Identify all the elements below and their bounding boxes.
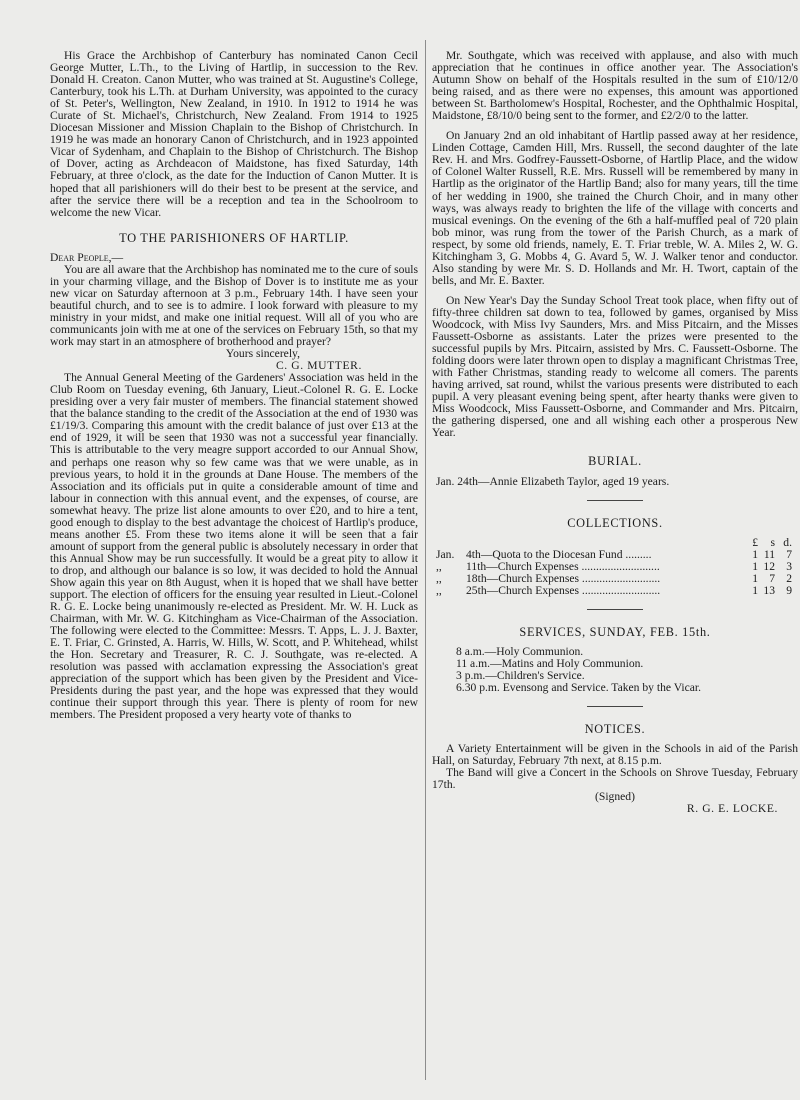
collection-month: ,, <box>436 559 442 573</box>
mrs-russell-paragraph: On January 2nd an old inhabitant of Hartlip passed away at her residence, Linden Cottage, Camden Hill, Mrs. Russell, the second daughter of the late Rev. H. and Mrs. Godfrey-Faussett-Osborne, of Hartlip Place, and the widow of Colonel Walter Russell, R.E. Mrs. Russell will be remembered by many in Hartlip as the originator of the Hartlip Band; also for many years, till the time of her wedding in 1900, she trained the Church Choir, and in many other ways, was always ready to brighten the life of the village with concerts and musical evenings. On the evening of the 6th a half-muffled peal of 720 plain bob minor, was rung from the tower of the Parish Church, as a mark of respect, by some old friends, namely, E. T. Friar treble, W. A. Miles 2, W. G. Kitchingham 3, G. Mobbs 4, G. Avard 5, W. J. Walker tenor and conductor. Also standing by were Mr. S. D. Hollands and Mr. H. Twort, captain of the bells, and Mr. E. Baxter. <box>432 129 798 287</box>
notices-title: NOTICES. <box>584 722 646 737</box>
signed-label: (Signed) <box>595 790 635 804</box>
collection-amount: 1 7 2 <box>752 571 792 585</box>
sunday-school-paragraph: On New Year's Day the Sunday School Treat took place, when fifty out of fifty-three children sat down to tea, followed by games, organised by Miss Woodcock, with Miss Ivy Saunders, Mrs. and Miss Pitcairn, and the Misses Faussett-Osborne as assistants. Later the prizes were presented to the successful pupils by Mrs. Pitcairn, assisted by Mrs. C. Faussett-Osborne. The folding doors were later thrown open to display a magnificant Christmas Tree, with Father Christmas, standing ready to welcome all comers. The parents having arrived, sat round, whilst the various presents were distributed to each pupil. A very pleasant evening being spent, after hearty thanks were given to Miss Woodcock, Miss Faussett-Osborne, and Commander and Mrs. Pitcairn, the gathering dispersed, one and all wishing each other a prosperous New Year. <box>432 293 798 440</box>
collection-row <box>432 573 798 585</box>
letter-heading: TO THE PARISHIONERS OF HARTLIP. <box>119 230 349 245</box>
collection-label: 4th—Quota to the Diocesan Fund ......... <box>466 548 652 561</box>
collection-label: 11th—Church Expenses ........................... <box>466 560 660 573</box>
collections-units-header <box>432 537 798 549</box>
service-item: 3 p.m.—Children's Service. <box>456 668 585 682</box>
collection-row <box>432 585 798 597</box>
gardeners-association-paragraph: The Annual General Meeting of the Gardeners' Association was held in the Club Room on Tuesday evening, 6th January, Lieut.-Colonel R. G. E. Locke presiding over a very fair muster of members. The financial statement showed that the balance standing to the credit of the Association at the end of 1930 was £1/19/3. Comparing this amount with the credit balance of just over £13 at the end of 1929, it will be seen that 1930 was not a successful year financially. This is attributable to the very meagre support accorded to our Annual Show, and perhaps one reason why so few came was that we were unable, as in previous years, to hold it in the grounds at Dane House. The members of the Association and its officials put in quite a considerable amount of time and labour in connection with this annual event, and the expenses, of course, are somewhat heavy. The prize list alone amounts to over £20, and to hire a tent, good enough to display to the best advantage the choicest of Hartlip's produce, means another £5. From these two items alone it will be seen that a fair amount of support from the general public is absolutely necessary in order that this Annual Show may be run successfully. It would be a great pity to allow it to drop, and although our balance is so low, it was decided to hold the Annual Show again this year on 8th August, when it is hoped that we shall have better support. The election of officers for the ensuing year resulted in Lieut.-Colonel R. G. E. Locke being unanimously re-elected as President. Mr. W. H. Luck as Chairman, with Mr. W. G. Kitchingham as Vice-Chairman of the Association. The following were elected to the Committee: Messrs. T. Apps, L. J. J. Baxter, E. T. Friar, C. Grinsted, A. Harris, W. Hills, W. Scott, and P. Whitehead, whilst the Hon. Secretary and Treasurer, R. C. J. Southgate, was re-elected. A resolution was passed with acclamation expressing the Association's great appreciation of the support which has been given by the President and Vice-Presidents during the past year, and the hope was expressed that they would continue their support through this year. There is plenty of room for new members. The President proposed a very hearty vote of thanks to <box>50 371 418 722</box>
collection-amount: 1 11 7 <box>752 547 792 561</box>
vicar-appointment-paragraph: His Grace the Archbishop of Canterbury has nominated Canon Cecil George Mutter, L.Th., to the Living of Hartlip, in succession to the Rev. Donald H. Creaton. Canon Mutter, who was trained at St. Augustine's College, Canterbury, took his L.Th. at Durham University, was appointed to the curacy of St. Peter's, Wellington, New Zealand, in 1910. In 1912 to 1914 he was Curate of St. Michael's, Christchurch, New Zealand. From 1914 to 1925 Diocesan Missioner and Mission Chaplain to the Bishop of Christchurch. In 1919 he was made an honorary Canon of Christchurch, and in 1923 appointed Vicar of Sydenham, and Chaplain to the Bishop of Christchurch. The Bishop of Dover, acting as Archdeacon of Maidstone, has fixed Saturday, 14th February, at three o'clock, as the date for the Induction of Canon Mutter. It is hoped that all parishioners will do their best to be present at the service, and after the service there will be a reception and tea in the Schoolroom to welcome the new Vicar. <box>50 49 418 219</box>
letter-closing: Yours sincerely, <box>225 347 300 361</box>
section-rule <box>587 609 643 610</box>
notice-band-concert: The Band will give a Concert in the Schools on Shrove Tuesday, February 17th. <box>432 766 798 792</box>
column-divider <box>425 40 426 1080</box>
section-rule <box>587 500 643 501</box>
letter-body: You are all aware that the Archbishop has nominated me to the cure of souls in your charming village, and the Bishop of Dover is to institute me as your new vicar on Saturday afternoon at 3 p.m., February 14th. I have seen your beautiful church, and to see is to admire. I look forward with pleasure to my ministry in your midst, and make one initial request. Will all of you who are communicants join with me at one of the services on February 15th, so that my work may start in an atmosphere of brotherhood and prayer? <box>50 262 418 349</box>
collection-amount: 1 12 3 <box>752 559 792 573</box>
collection-month: ,, <box>436 571 442 585</box>
collections-title: COLLECTIONS. <box>567 515 663 530</box>
burial-entry: Jan. 24th—Annie Elizabeth Taylor, aged 19 years. <box>436 474 670 488</box>
letter-signature: C. G. MUTTER. <box>275 359 362 373</box>
service-item: 8 a.m.—Holy Communion. <box>456 644 584 658</box>
collection-amount: 1 13 9 <box>752 583 792 597</box>
collection-label: 25th—Church Expenses ........................... <box>466 584 661 597</box>
notice-variety-entertainment: A Variety Entertainment will be given in the Schools in aid of the Parish Hall, on Saturday, February 7th next, at 8.15 p.m. <box>432 742 798 768</box>
service-item: 11 a.m.—Matins and Holy Communion. <box>456 656 644 670</box>
collection-row <box>432 549 798 561</box>
collection-label: 18th—Church Expenses ........................... <box>466 572 661 585</box>
collection-month: Jan. <box>436 547 455 561</box>
unit-shillings: s <box>770 535 775 549</box>
service-item: 6.30 p.m. Evensong and Service. Taken by the Vicar. <box>456 681 702 695</box>
unit-pence: d. <box>783 535 792 549</box>
burial-title: BURIAL. <box>588 454 642 469</box>
unit-pounds: £ <box>752 535 758 549</box>
gardeners-continued-paragraph: Mr. Southgate, which was received with applause, and also with much appreciation that he continues in office another year. The Association's Autumn Show on behalf of the Hospitals resulted in the sum of £10/12/0 being raised, and as there were no expenses, this amount was apportioned between St. Bartholomew's Hospital, Rochester, and the Ophthalmic Hospital, Maidstone, £8/10/0 being sent to the former, and £2/2/0 to the latter. <box>432 49 798 123</box>
signed-name: R. G. E. LOCKE. <box>686 802 778 816</box>
section-rule <box>587 706 643 707</box>
left-column <box>50 50 418 722</box>
letter-salutation: Dear People,— <box>50 250 124 264</box>
services-title: SERVICES, SUNDAY, FEB. 15th. <box>519 624 711 639</box>
right-column <box>432 50 798 815</box>
collection-month: ,, <box>436 583 442 597</box>
collection-row <box>432 561 798 573</box>
